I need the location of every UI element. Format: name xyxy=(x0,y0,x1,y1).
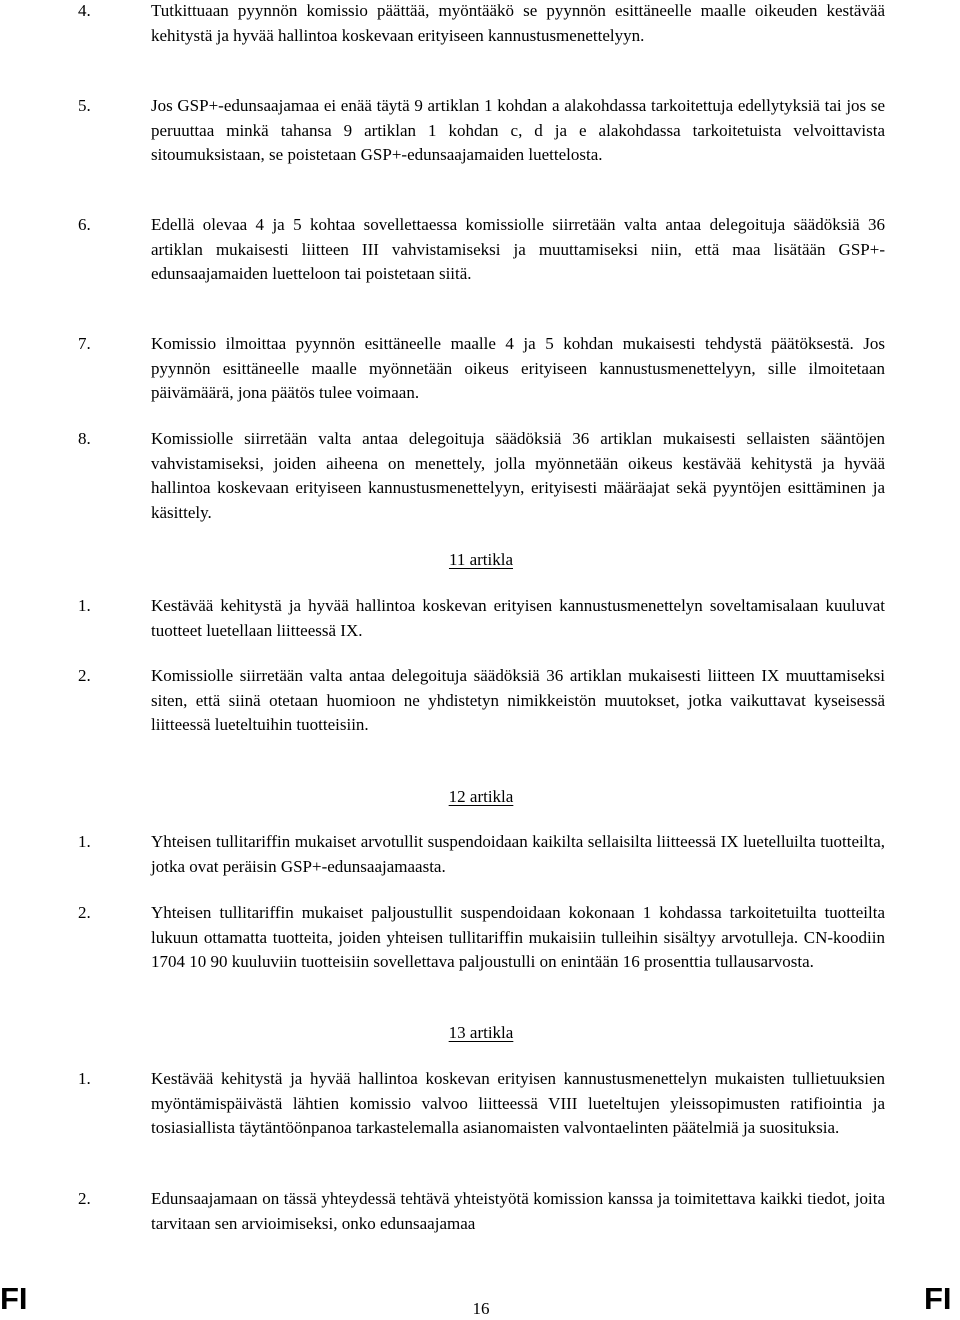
item-number: 2. xyxy=(78,666,91,685)
item-text: Yhteisen tullitariffin mukaiset paljoustullit suspendoidaan kokonaan 1 kohdassa tarkoitetuilta tuotteilta lukuun ottamatta tuotteita, joiden yhteisen tullitariffin mukaisiin tulleihin sisältyy arvotulleja. CN-koodiin 1704 10 90 kuuluviin tuotteisiin sovellettava paljoustulli on enintään 16 prosenttia tullausarvosta. xyxy=(151,903,885,972)
page-number: 16 xyxy=(472,1299,490,1318)
footer-language-left: FI xyxy=(0,1281,28,1316)
item-number: 1. xyxy=(78,1069,91,1088)
item-number: 6. xyxy=(78,215,91,234)
item-text: Edunsaajamaan on tässä yhteydessä tehtävä yhteistyötä komission kanssa ja toimitettava kaikki tiedot, joita tarvitaan sen arvioimiseksi, onko edunsaajamaa xyxy=(151,1189,885,1233)
item-number: 1. xyxy=(78,596,91,615)
item-number: 5. xyxy=(78,96,91,115)
item-text: Komissiolle siirretään valta antaa delegoituja säädöksiä 36 artiklan mukaisesti liitteen IX muuttamiseksi siten, että siinä otetaan huomioon ne yhdistetyn nimikkeistön muutokset, jotka vaikuttavat kyseisessä liitteessä lueteltuihin tuotteisiin. xyxy=(151,666,885,735)
item-number: 2. xyxy=(78,903,91,922)
article-12-heading: 12 artikla xyxy=(448,787,514,806)
item-text: Kestävää kehitystä ja hyvää hallintoa koskevan erityisen kannustusmenettelyn soveltamisalaan kuuluvat tuotteet luetellaan liitteessä IX. xyxy=(151,596,885,640)
item-text: Komissio ilmoittaa pyynnön esittäneelle maalle 4 ja 5 kohdan mukaisesti tehdystä päätöksestä. Jos pyynnön esittäneelle maalle myönnetään oikeus erityiseen kannustusmenettelyyn, sille ilmoitetaan päivämäärä, jona päätös tulee voimaan. xyxy=(151,334,885,403)
item-number: 2. xyxy=(78,1189,91,1208)
item-text: Edellä olevaa 4 ja 5 kohtaa sovellettaessa komissiolle siirretään valta antaa delegoituja säädöksiä 36 artiklan mukaisesti liitteen III vahvistamiseksi ja muuttamiseksi niin, että maa lisätään GSP+-edunsaajamaiden luetteloon tai poistetaan siitä. xyxy=(151,215,885,284)
item-number: 7. xyxy=(78,334,91,353)
item-text: Komissiolle siirretään valta antaa delegoituja säädöksiä 36 artiklan mukaisesti sellaisten sääntöjen vahvistamiseksi, joiden aiheena on menettely, jolla myönnetään oikeus kestävää kehitystä ja hyvää hallintoa koskevaan erityiseen kannustusmenettelyyn, erityisesti määräajat sekä pyyntöjen esittäminen ja käsittely. xyxy=(151,429,885,522)
item-text: Tutkittuaan pyynnön komissio päättää, myöntääkö se pyynnön esittäneelle maalle oikeuden kestävää kehitystä ja hyvää hallintoa koskevaan erityiseen kannustusmenettelyyn. xyxy=(151,1,885,45)
item-number: 4. xyxy=(78,1,91,20)
footer-language-right: FI xyxy=(924,1281,952,1316)
item-number: 8. xyxy=(78,429,91,448)
item-text: Yhteisen tullitariffin mukaiset arvotullit suspendoidaan kaikilta sellaisilta liitteessä IX luetelluilta tuotteilta, jotka ovat peräisin GSP+-edunsaajamaasta. xyxy=(151,832,885,876)
article-13-heading: 13 artikla xyxy=(448,1023,514,1042)
item-number: 1. xyxy=(78,832,91,851)
item-text: Jos GSP+-edunsaajamaa ei enää täytä 9 artiklan 1 kohdan a alakohdassa tarkoitettuja edellytyksiä tai jos se peruuttaa minkä tahansa 9 artiklan 1 kohdan c, d ja e alakohdassa tarkoitetuista velvoittavista sitoumuksistaan, se poistetaan GSP+-edunsaajamaiden luettelosta. xyxy=(151,96,885,165)
item-text: Kestävää kehitystä ja hyvää hallintoa koskevan erityisen kannustusmenettelyn mukaisten tullietuuksien myöntämispäivästä lähtien komissio valvoo liitteessä VIII lueteltujen yleissopimusten ratifiointia ja tosiasiallista täytäntöönpanoa tarkastelemalla asianomaisten valvontaelinten päätelmiä ja suosituksia. xyxy=(151,1069,885,1138)
article-11-heading: 11 artikla xyxy=(448,550,514,569)
